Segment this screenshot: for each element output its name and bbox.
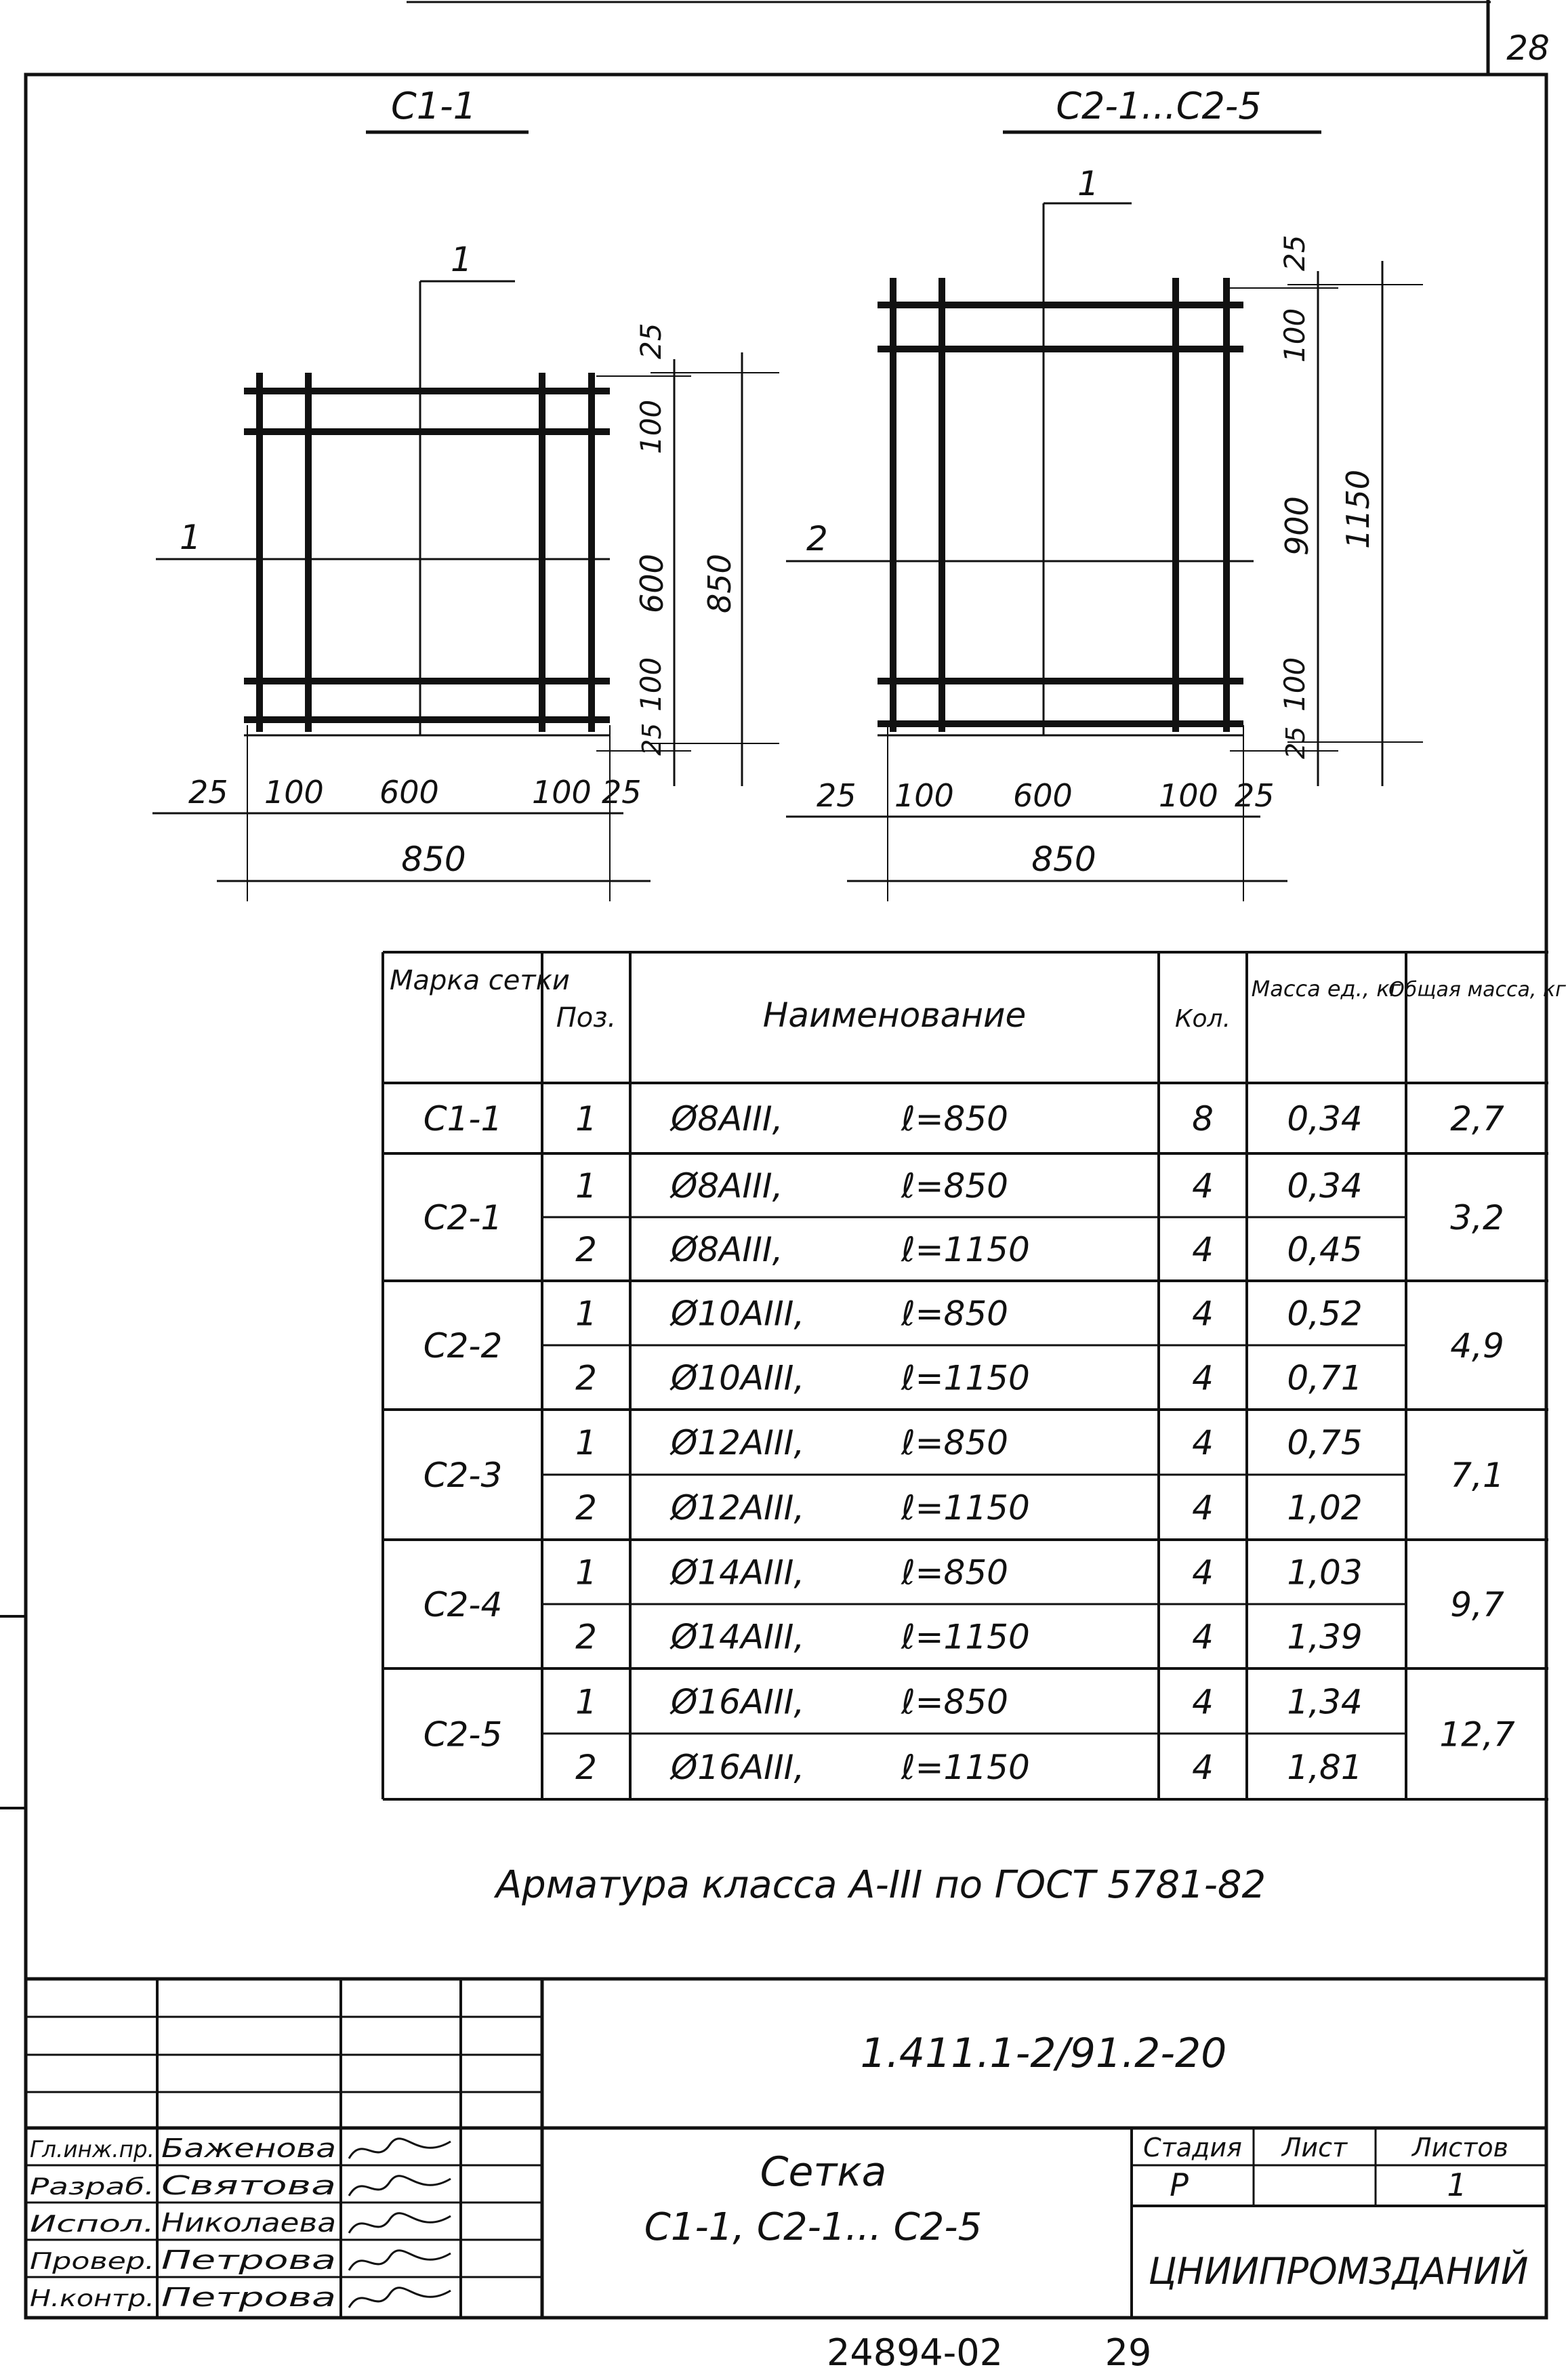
qty-cell: 4 bbox=[1192, 1617, 1214, 1657]
role-label: Гл.инж.пр. bbox=[30, 2136, 154, 2163]
name-cell: Ø16AIII, bbox=[671, 1747, 805, 1787]
total-mass-cell: 7,1 bbox=[1450, 1456, 1504, 1495]
length-cell: ℓ=850 bbox=[901, 1294, 1008, 1334]
pos-cell: 1 bbox=[575, 1166, 597, 1206]
dim-v-850: 850 bbox=[701, 554, 738, 613]
drawing-c1-1 bbox=[152, 85, 779, 901]
total-mass-cell: 2,7 bbox=[1450, 1099, 1504, 1139]
person-name: Петрова bbox=[161, 2245, 336, 2275]
qty-cell: 4 bbox=[1192, 1488, 1214, 1528]
length-cell: ℓ=1150 bbox=[901, 1358, 1030, 1398]
dim-v-25-top: 25 bbox=[634, 323, 667, 359]
pos-cell: 1 bbox=[575, 1423, 597, 1462]
stage-header: Стадия bbox=[1143, 2133, 1242, 2163]
dim-v-100-top: 100 bbox=[1278, 308, 1311, 363]
mesh-bars bbox=[156, 281, 610, 735]
header-pos: Поз. bbox=[556, 1002, 617, 1033]
length-cell: ℓ=850 bbox=[901, 1682, 1008, 1722]
total-mass-cell: 12,7 bbox=[1439, 1715, 1515, 1755]
role-label: Испол. bbox=[30, 2211, 154, 2238]
signature-rows bbox=[30, 2133, 451, 2312]
dim-h-25-right: 25 bbox=[602, 774, 642, 811]
length-cell: ℓ=850 bbox=[901, 1423, 1008, 1462]
horizontal-dimensions bbox=[152, 725, 651, 901]
pos-cell: 1 bbox=[575, 1682, 597, 1722]
length-cell: ℓ=1150 bbox=[901, 1488, 1030, 1528]
name-cell: Ø16AIII, bbox=[671, 1682, 805, 1722]
unit-mass-cell: 1,03 bbox=[1287, 1553, 1363, 1593]
dim-h-100-right: 100 bbox=[1159, 777, 1218, 814]
pos-cell: 2 bbox=[575, 1488, 597, 1528]
person-name: Святова bbox=[161, 2171, 336, 2200]
length-cell: ℓ=1150 bbox=[901, 1617, 1030, 1657]
person-name: Баженова bbox=[161, 2133, 336, 2163]
qty-cell: 4 bbox=[1192, 1423, 1214, 1462]
name-cell: Ø14AIII, bbox=[671, 1553, 805, 1593]
name-cell: Ø10AIII, bbox=[671, 1358, 805, 1398]
unit-mass-cell: 0,52 bbox=[1287, 1294, 1363, 1334]
stage-value: Р bbox=[1170, 2167, 1189, 2203]
name-cell: Ø12AIII, bbox=[671, 1423, 805, 1462]
dim-v-1150: 1150 bbox=[1340, 469, 1376, 549]
bottom-page: 29 bbox=[1105, 2331, 1152, 2374]
qty-cell: 4 bbox=[1192, 1230, 1214, 1269]
pos-cell: 1 bbox=[575, 1553, 597, 1593]
signature-mark bbox=[349, 2176, 451, 2196]
dim-v-100-bottom: 100 bbox=[634, 657, 667, 712]
role-label: Провер. bbox=[30, 2248, 154, 2275]
title-line-1: Сетка bbox=[760, 2148, 887, 2196]
table-body bbox=[424, 1099, 1515, 1787]
mark-cell: C2-4 bbox=[423, 1585, 503, 1624]
sheet-frame bbox=[0, 2, 1546, 2318]
signature-mark bbox=[349, 2251, 451, 2270]
document-code: 1.411.1-2/91.2-20 bbox=[860, 2030, 1227, 2077]
specification-table bbox=[383, 952, 1566, 1799]
pos-label-top: 1 bbox=[451, 240, 472, 279]
dim-v-25-bottom: 25 bbox=[637, 722, 667, 756]
dim-h-850-overall: 850 bbox=[1031, 840, 1096, 879]
qty-cell: 4 bbox=[1192, 1358, 1214, 1398]
organization: ЦНИИПРОМЗДАНИЙ bbox=[1148, 2250, 1529, 2293]
dim-v-25-bottom: 25 bbox=[1281, 726, 1311, 759]
dim-h-25-left: 25 bbox=[817, 777, 857, 814]
person-name: Петрова bbox=[161, 2282, 336, 2312]
qty-cell: 8 bbox=[1192, 1099, 1214, 1139]
pos-cell: 1 bbox=[575, 1294, 597, 1334]
header-name: Наименование bbox=[762, 996, 1027, 1035]
header-mark: Марка сетки bbox=[390, 965, 570, 996]
pos-cell: 1 bbox=[575, 1099, 597, 1139]
unit-mass-cell: 0,75 bbox=[1287, 1423, 1363, 1462]
table-header bbox=[390, 965, 1566, 1035]
total-mass-cell: 4,9 bbox=[1450, 1326, 1504, 1366]
pos-cell: 2 bbox=[575, 1358, 597, 1398]
dim-h-25-right: 25 bbox=[1235, 777, 1275, 814]
name-cell: Ø14AIII, bbox=[671, 1617, 805, 1657]
person-name: Николаева bbox=[161, 2208, 336, 2238]
qty-cell: 4 bbox=[1192, 1747, 1214, 1787]
reinforcement-note: Арматура класса А-III по ГОСТ 5781-82 bbox=[495, 1863, 1266, 1907]
unit-mass-cell: 0,45 bbox=[1287, 1230, 1363, 1269]
qty-cell: 4 bbox=[1192, 1553, 1214, 1593]
dim-h-100-right: 100 bbox=[532, 774, 592, 811]
name-cell: Ø8AIII, bbox=[671, 1230, 783, 1269]
dim-h-600: 600 bbox=[379, 774, 439, 811]
length-cell: ℓ=1150 bbox=[901, 1747, 1030, 1787]
drawing-title: C1-1 bbox=[391, 85, 476, 127]
mark-cell: C2-3 bbox=[423, 1456, 503, 1495]
total-mass-cell: 9,7 bbox=[1450, 1585, 1504, 1624]
pos-cell: 2 bbox=[575, 1617, 597, 1657]
dim-v-25-top: 25 bbox=[1278, 234, 1311, 271]
total-mass-cell: 3,2 bbox=[1450, 1198, 1504, 1237]
pos-label-side: 2 bbox=[806, 519, 828, 558]
sheets-header: Листов bbox=[1412, 2133, 1508, 2163]
unit-mass-cell: 0,34 bbox=[1287, 1166, 1363, 1206]
name-cell: Ø12AIII, bbox=[671, 1488, 805, 1528]
mark-cell: C2-1 bbox=[423, 1198, 503, 1237]
sheet-header: Лист bbox=[1281, 2133, 1348, 2163]
drawing-title: C2-1...C2-5 bbox=[1056, 85, 1262, 127]
unit-mass-cell: 1,02 bbox=[1287, 1488, 1363, 1528]
mesh-bars bbox=[786, 203, 1254, 735]
sheets-value: 1 bbox=[1447, 2167, 1467, 2203]
vertical-dimensions bbox=[1230, 235, 1423, 786]
role-label: Н.контр. bbox=[30, 2285, 154, 2312]
mark-cell: C1-1 bbox=[423, 1099, 503, 1139]
name-cell: Ø8AIII, bbox=[671, 1099, 783, 1139]
unit-mass-cell: 1,81 bbox=[1287, 1747, 1363, 1787]
qty-cell: 4 bbox=[1192, 1294, 1214, 1334]
unit-mass-cell: 1,34 bbox=[1287, 1682, 1363, 1722]
pos-cell: 2 bbox=[575, 1747, 597, 1787]
signature-mark bbox=[349, 2288, 451, 2308]
name-cell: Ø10AIII, bbox=[671, 1294, 805, 1334]
page-number: 28 bbox=[1506, 28, 1550, 68]
unit-mass-cell: 1,39 bbox=[1287, 1617, 1363, 1657]
length-cell: ℓ=1150 bbox=[901, 1230, 1030, 1269]
mark-cell: C2-2 bbox=[423, 1326, 503, 1366]
horizontal-dimensions bbox=[786, 725, 1287, 901]
dim-h-100-left: 100 bbox=[894, 777, 954, 814]
vertical-dimensions bbox=[596, 323, 779, 786]
length-cell: ℓ=850 bbox=[901, 1553, 1008, 1593]
dim-v-100-top: 100 bbox=[634, 399, 667, 454]
header-total-mass: Общая масса, кг bbox=[1388, 978, 1566, 1002]
unit-mass-cell: 0,71 bbox=[1287, 1358, 1363, 1398]
bottom-code: 24894-02 bbox=[827, 2331, 1003, 2374]
length-cell: ℓ=850 bbox=[901, 1166, 1008, 1206]
title-block bbox=[26, 1979, 1546, 2318]
title-line-2: С1-1, С2-1... С2-5 bbox=[644, 2205, 983, 2249]
dim-h-25-left: 25 bbox=[188, 774, 228, 811]
pos-label-side: 1 bbox=[180, 518, 201, 557]
pos-label-top: 1 bbox=[1077, 164, 1099, 203]
dim-v-900: 900 bbox=[1279, 496, 1315, 556]
role-label: Разраб. bbox=[30, 2173, 154, 2200]
drawing-c2 bbox=[786, 85, 1423, 901]
length-cell: ℓ=850 bbox=[901, 1099, 1008, 1139]
dim-h-100-left: 100 bbox=[264, 774, 324, 811]
qty-cell: 4 bbox=[1192, 1682, 1214, 1722]
dim-h-850-overall: 850 bbox=[401, 840, 466, 879]
pos-cell: 2 bbox=[575, 1230, 597, 1269]
page-number-box bbox=[1488, 0, 1550, 75]
qty-cell: 4 bbox=[1192, 1166, 1214, 1206]
header-qty: Кол. bbox=[1174, 1005, 1231, 1033]
signature-mark bbox=[349, 2139, 451, 2158]
header-unit-mass: Масса ед., кг bbox=[1251, 976, 1401, 1002]
name-cell: Ø8AIII, bbox=[671, 1166, 783, 1206]
dim-v-100-bottom: 100 bbox=[1278, 657, 1311, 712]
signature-mark bbox=[349, 2213, 451, 2233]
dim-v-600: 600 bbox=[634, 554, 670, 613]
unit-mass-cell: 0,34 bbox=[1287, 1099, 1363, 1139]
mark-cell: C2-5 bbox=[423, 1715, 503, 1755]
dim-h-600: 600 bbox=[1013, 777, 1073, 814]
